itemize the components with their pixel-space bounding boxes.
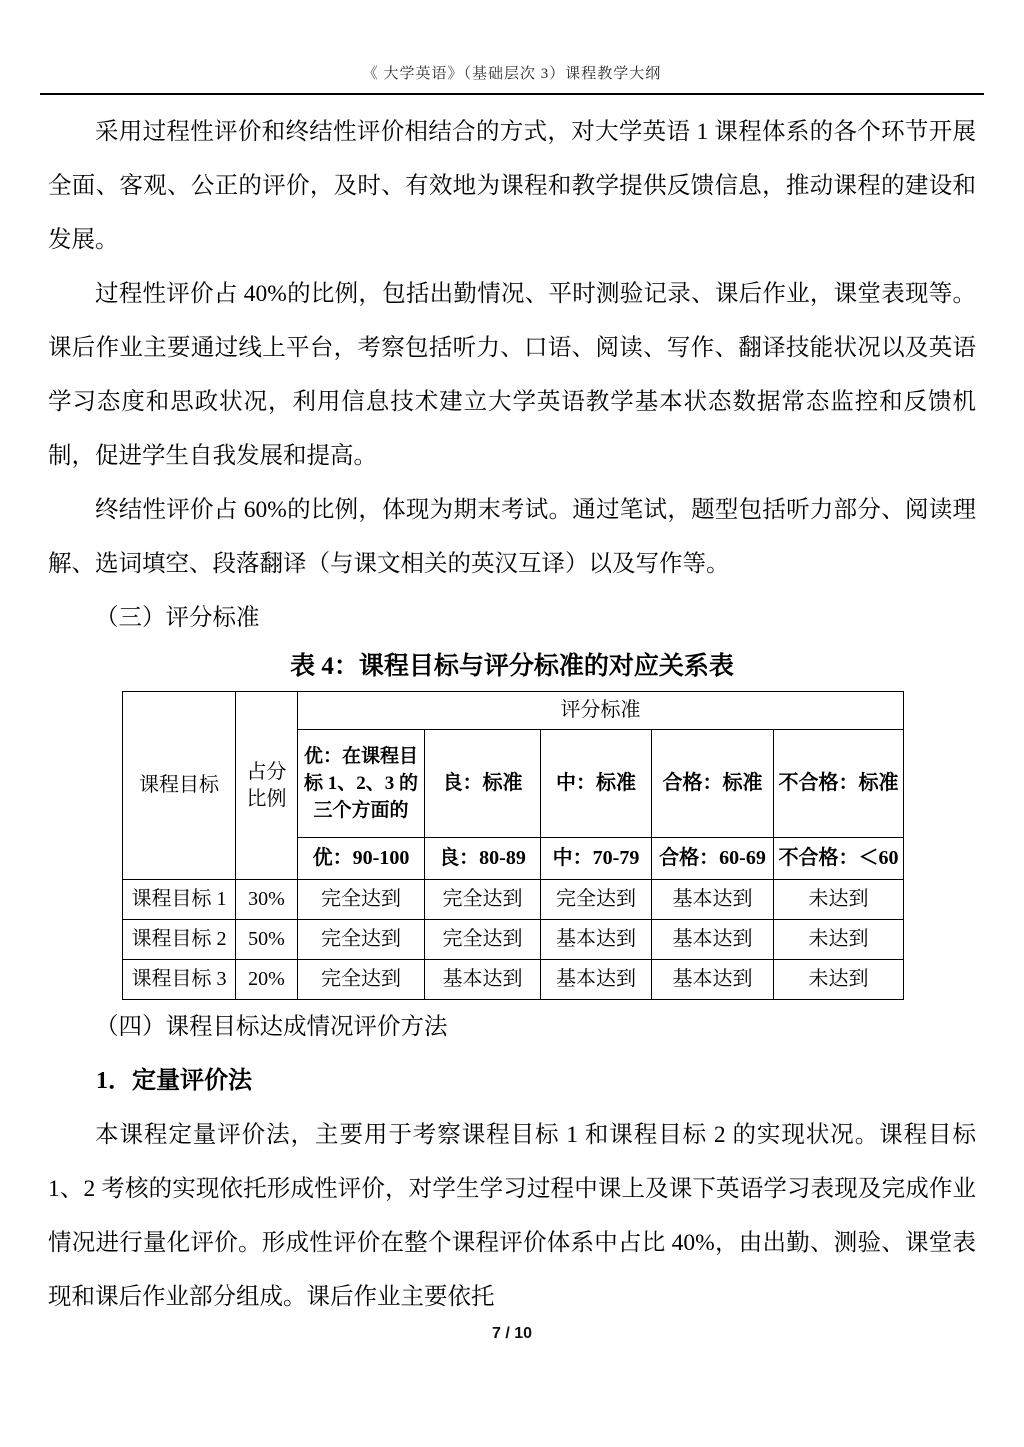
criteria-label-fail: 不合格：标准 [774, 730, 904, 838]
goal-3-medium: 基本达到 [541, 960, 652, 1000]
goal-1-medium: 完全达到 [541, 880, 652, 920]
range-pass: 合格：60-69 [652, 838, 774, 880]
goal-1-good: 完全达到 [425, 880, 541, 920]
col-header-course-goal: 课程目标 [123, 692, 236, 880]
goal-2-excellent: 完全达到 [298, 920, 425, 960]
criteria-label-medium: 中：标准 [541, 730, 652, 838]
section-heading-achievement-evaluation: （四）课程目标达成情况评价方法 [95, 1014, 448, 1040]
document-body [0, 95, 1024, 1324]
table-row-goal-1 [123, 880, 904, 920]
paragraph-quantitative-method: 本课程定量评价法，主要用于考察课程目标 1 和课程目标 2 的实现状况。课程目标 1、2 考核的实现依托形成性评价，对学生学习过程中课上及课下英语学习表现及完成作业情况进行量化评价。形成性评价在整个课程评价体系中占比 40%，由出勤、测验、课堂表现和课后作业部分组成。课后作业主要依托 [48, 1122, 976, 1310]
goal-3-good: 基本达到 [425, 960, 541, 1000]
criteria-label-excellent: 优：在课程目标 1、2、3 的三个方面的 [298, 730, 425, 838]
col-header-score-weight: 占分 比例 [236, 692, 298, 880]
range-good: 良：80-89 [425, 838, 541, 880]
paragraph-evaluation-overview: 采用过程性评价和终结性评价相结合的方式，对大学英语 1 课程体系的各个环节开展全面、客观、公正的评价，及时、有效地为课程和教学提供反馈信息，推动课程的建设和发展。 [48, 119, 976, 253]
goal-3-fail: 未达到 [774, 960, 904, 1000]
goal-1-excellent: 完全达到 [298, 880, 425, 920]
table-row-goal-3 [123, 960, 904, 1000]
goal-name: 课程目标 3 [123, 960, 236, 1000]
goal-weight: 30% [236, 880, 298, 920]
goal-2-medium: 基本达到 [541, 920, 652, 960]
range-medium: 中：70-79 [541, 838, 652, 880]
range-fail: 不合格：＜60 [774, 838, 904, 880]
range-excellent: 优：90-100 [298, 838, 425, 880]
header-title: 《 大学英语》（基础层次 3）课程教学大纲 [362, 66, 662, 82]
goal-2-fail: 未达到 [774, 920, 904, 960]
paragraph-summative-evaluation: 终结性评价占 60%的比例，体现为期末考试。通过笔试，题型包括听力部分、阅读理解、选词填空、段落翻译（与课文相关的英汉互译）以及写作等。 [48, 497, 976, 577]
criteria-label-pass: 合格：标准 [652, 730, 774, 838]
goal-3-excellent: 完全达到 [298, 960, 425, 1000]
table-title: 表 4：课程目标与评分标准的对应关系表 [290, 653, 734, 680]
section-heading-grading-criteria: （三）评分标准 [95, 605, 260, 631]
goal-weight: 50% [236, 920, 298, 960]
table-row-goal-2 [123, 920, 904, 960]
goal-name: 课程目标 1 [123, 880, 236, 920]
paragraph-process-evaluation: 过程性评价占 40%的比例，包括出勤情况、平时测验记录、课后作业，课堂表现等。课后作业主要通过线上平台，考察包括听力、口语、阅读、写作、翻译技能状况以及英语学习态度和思政状况，利用信息技术建立大学英语教学基本状态数据常态监控和反馈机制，促进学生自我发展和提高。 [48, 281, 976, 469]
goal-2-pass: 基本达到 [652, 920, 774, 960]
goal-weight: 20% [236, 960, 298, 1000]
grading-standards-table [122, 691, 904, 1000]
criteria-label-good: 良：标准 [425, 730, 541, 838]
goal-1-pass: 基本达到 [652, 880, 774, 920]
page-header [0, 0, 1024, 84]
goal-2-good: 完全达到 [425, 920, 541, 960]
goal-1-fail: 未达到 [774, 880, 904, 920]
table-header-row-1 [123, 692, 904, 730]
page-number: 7 / 10 [491, 1325, 533, 1342]
goal-3-pass: 基本达到 [652, 960, 774, 1000]
goal-name: 课程目标 2 [123, 920, 236, 960]
col-header-grading-criteria: 评分标准 [298, 692, 904, 730]
heading-quantitative-method: 1．定量评价法 [96, 1068, 252, 1094]
